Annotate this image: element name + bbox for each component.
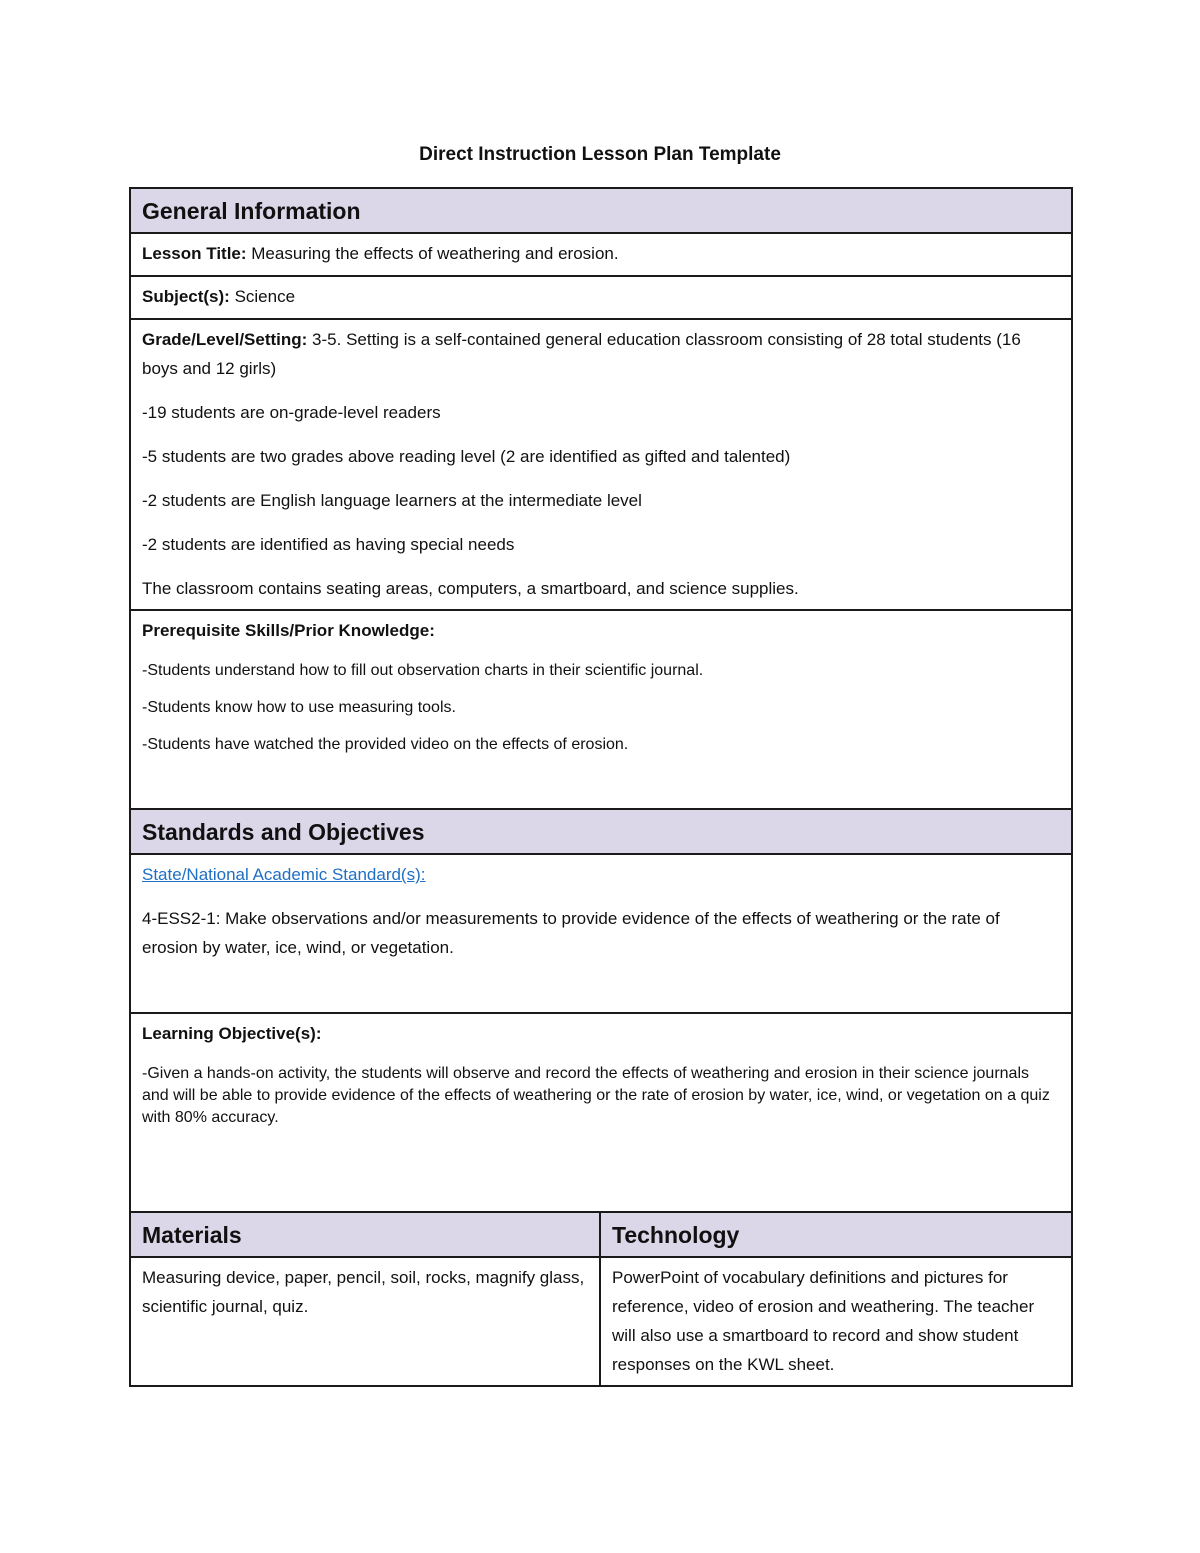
standards-objectives-header: Standards and Objectives: [130, 809, 1072, 854]
learning-objective-row: [130, 1013, 1072, 1212]
grade-line-special-needs: -2 students are identified as having special needs: [142, 535, 515, 554]
technology-cell: [600, 1257, 1072, 1386]
prerequisite-cell: [130, 610, 1072, 809]
grade-line-on-level: -19 students are on-grade-level readers: [142, 403, 441, 422]
grade-line-classroom: The classroom contains seating areas, computers, a smartboard, and science supplies.: [142, 579, 799, 598]
learning-objective-cell: [130, 1013, 1072, 1212]
academic-standard-link[interactable]: State/National Academic Standard(s):: [142, 865, 426, 884]
prerequisite-row: [130, 610, 1072, 809]
technology-header: Technology: [600, 1212, 1072, 1257]
prerequisite-line-video: -Students have watched the provided video on the effects of erosion.: [142, 736, 629, 753]
prerequisite-label: Prerequisite Skills/Prior Knowledge:: [142, 621, 435, 640]
materials-text: Measuring device, paper, pencil, soil, rocks, magnify glass, scientific journal, quiz.: [142, 1268, 585, 1316]
document-title: Direct Instruction Lesson Plan Template: [419, 144, 781, 165]
subjects-label: Subject(s):: [142, 287, 230, 306]
materials-technology-header-row: [130, 1212, 1072, 1257]
grade-level-setting-cell: [130, 319, 1072, 610]
prerequisite-line-charts: -Students understand how to fill out observation charts in their scientific journal.: [142, 662, 704, 679]
materials-technology-row: [130, 1257, 1072, 1386]
lesson-plan-table: [129, 187, 1073, 1387]
subjects-cell: [130, 276, 1072, 319]
technology-text: PowerPoint of vocabulary definitions and pictures for reference, video of erosion and weathering. The teacher will also use a smartboard to record and show student responses on the KWL sheet.: [612, 1268, 1035, 1374]
prerequisite-line-tools: -Students know how to use measuring tools.: [142, 699, 456, 716]
lesson-title-row: [130, 233, 1072, 276]
lesson-title-cell: [130, 233, 1072, 276]
lesson-title-value: Measuring the effects of weathering and erosion.: [246, 244, 619, 263]
grade-level-setting-row: [130, 319, 1072, 610]
learning-objective-text: -Given a hands-on activity, the students will observe and record the effects of weathering and erosion in their science journals and will be able to provide evidence of the effects of weathering or the rate of erosion by water, ice, wind, or vegetation on a quiz with 80% accuracy.: [142, 1065, 1050, 1126]
grade-value: 3-5. Setting is a self-contained general education classroom consisting of 28 total students (16 boys and 12 girls): [142, 330, 1021, 378]
learning-objective-label: Learning Objective(s):: [142, 1024, 322, 1043]
lesson-title-label: Lesson Title:: [142, 244, 247, 263]
grade-line-above-level: -5 students are two grades above reading level (2 are identified as gifted and talented): [142, 447, 791, 466]
academic-standard-text: 4-ESS2-1: Make observations and/or measurements to provide evidence of the effects of weathering or the rate of erosion by water, ice, wind, or vegetation.: [142, 909, 1000, 957]
general-information-header: General Information: [130, 188, 1072, 233]
materials-cell: [130, 1257, 600, 1386]
academic-standard-cell: [130, 854, 1072, 1013]
materials-header: Materials: [130, 1212, 600, 1257]
grade-level-setting-intro: [142, 325, 1060, 383]
standards-objectives-header-row: [130, 809, 1072, 854]
general-information-header-row: [130, 188, 1072, 233]
grade-label: Grade/Level/Setting:: [142, 330, 308, 349]
subjects-value: Science: [229, 287, 296, 306]
subjects-row: [130, 276, 1072, 319]
academic-standard-row: [130, 854, 1072, 1013]
grade-line-ell: -2 students are English language learners at the intermediate level: [142, 491, 642, 510]
